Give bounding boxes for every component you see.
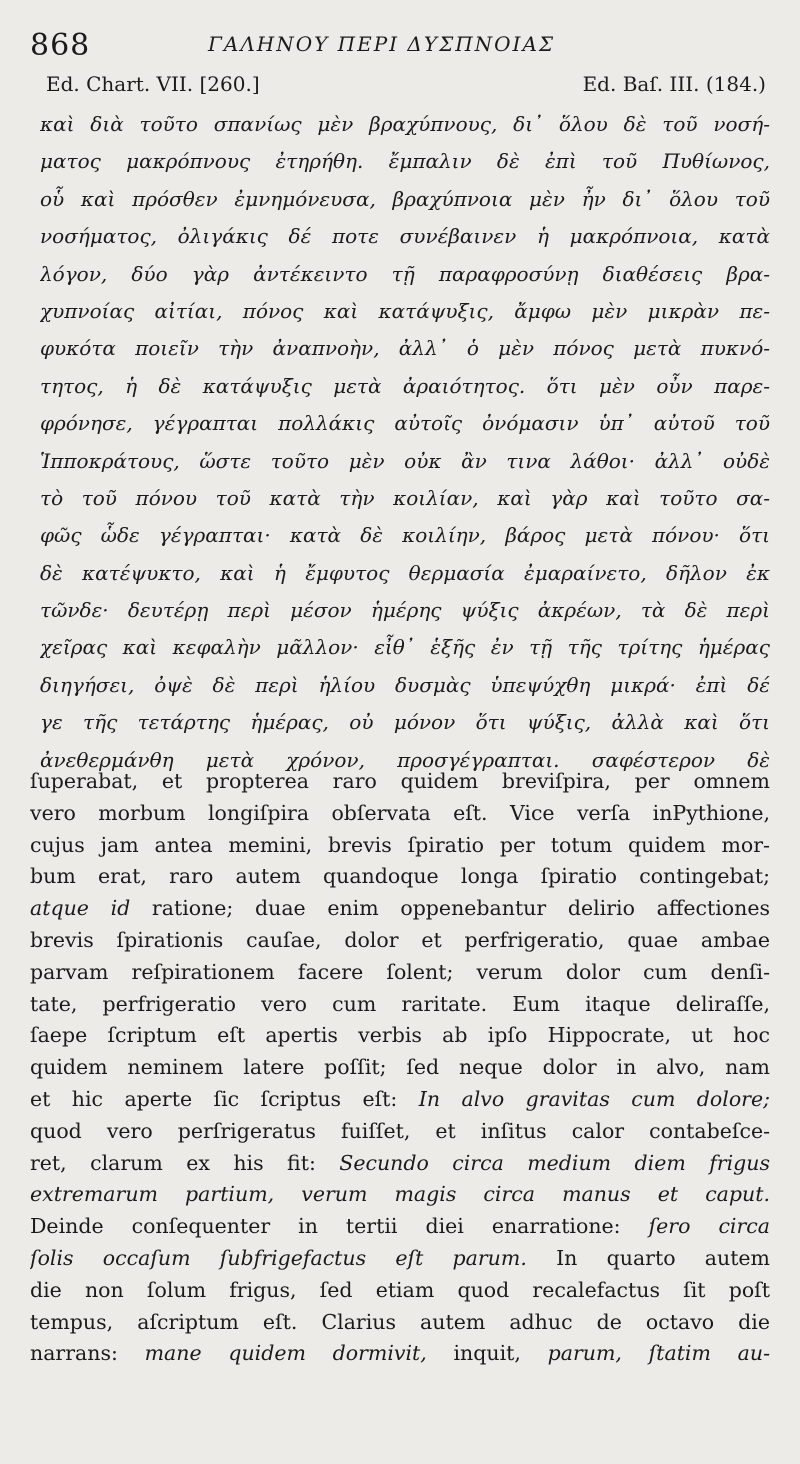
text-segment: quod vero perſrigeratus fuiſſet, et inſitus calor contabeſce- — [30, 1118, 770, 1143]
greek-text-line: δὲ κατέψυκτο, καὶ ἡ ἔμφυτος θερμασία ἐμαραίνετο, δῆλον ἐκ — [40, 560, 770, 585]
latin-text-line — [30, 1052, 770, 1084]
text-segment: tempus, aſcriptum eſt. Clarius autem adhuc de octavo die — [30, 1309, 770, 1334]
text-segment: die non ſolum frigus, ſed etiam quod recalefactus ſit poſt — [30, 1277, 770, 1302]
latin-text-line — [30, 861, 770, 893]
italic-quotation: mane quidem dormivit, — [144, 1341, 427, 1366]
greek-text-block — [40, 106, 770, 779]
text-segment: cujus jam antea memini, brevis ſpiratio per totum quidem mor- — [30, 832, 770, 857]
greek-text-line: τὸ τοῦ πόνου τοῦ κατὰ τὴν κοιλίαν, καὶ γὰρ καὶ τοῦτο σα- — [40, 485, 770, 510]
latin-text-line — [30, 1211, 770, 1243]
latin-text-line — [30, 893, 770, 925]
greek-text-line: ματος μακρόπνους ἐτηρήθη. ἔμπαλιν δὲ ἐπὶ τοῦ Πυθίωνος, — [40, 149, 770, 174]
latin-text-line — [30, 925, 770, 957]
text-segment: parvam reſpirationem facere ſolent; verum dolor cum denſi- — [30, 959, 770, 984]
latin-text-line — [30, 1020, 770, 1052]
text-segment: tate, perfrigeratio vero cum raritate. Eum itaque deliraſſe, — [30, 991, 770, 1016]
text-segment: narrans: — [30, 1341, 145, 1366]
italic-quotation: Secundo circa medium diem frigus — [339, 1150, 770, 1175]
greek-text-line: φυκότα ποιεῖν τὴν ἀναπνοὴν, ἀλλ᾽ ὁ μὲν πόνος μετὰ πυκνό- — [40, 336, 770, 361]
italic-quotation: In alvo gravitas cum dolore; — [418, 1086, 770, 1111]
latin-text-line — [30, 989, 770, 1021]
italic-quotation: ſolis occaſum ſubfrigefactus eſt parum. — [30, 1245, 527, 1270]
text-segment: vero morbum longiſpira obſervata eſt. Vice verſa inPythione, — [30, 800, 770, 825]
text-segment: ſuperabat, et propterea raro quidem breviſpira, per omnem — [30, 769, 770, 793]
latin-text-line — [30, 798, 770, 830]
page-number: 868 — [30, 28, 91, 63]
italic-quotation: ſero circa — [648, 1214, 770, 1239]
latin-text-block — [30, 766, 770, 1370]
greek-text-line: ἀνεθερμάνθη μετὰ χρόνον, προσγέγραπται. σαφέστερον δὲ — [40, 747, 770, 772]
latin-text-line — [30, 1275, 770, 1307]
text-segment: quidem neminem latere poſſit; ſed neque dolor in alvo, nam — [30, 1055, 770, 1080]
text-segment: ret, clarum ex his fit: — [30, 1150, 340, 1175]
greek-text-line: νοσήματος, ὀλιγάκις δέ ποτε συνέβαινεν ἡ μακρόπνοια, κατὰ — [40, 224, 770, 249]
text-segment: ratione; duae enim oppenebantur delirio affectiones — [130, 896, 770, 921]
greek-text-line: Ἱπποκράτους, ὥστε τοῦτο μὲν οὐκ ἂν τινα λάθοι· ἀλλ᾽ οὐδὲ — [40, 448, 770, 473]
edition-reference-right: Ed. Baſ. III. (184.) — [582, 72, 766, 96]
italic-quotation: atque id — [30, 896, 131, 921]
text-segment: Deinde conſequenter in tertii diei enarratione: — [30, 1214, 649, 1239]
edition-reference-left: Ed. Chart. VII. [260.] — [46, 72, 260, 96]
latin-text-line — [30, 1338, 770, 1370]
latin-text-line — [30, 957, 770, 989]
latin-text-line — [30, 1148, 770, 1180]
text-segment: bum erat, raro autem quandoque longa ſpiratio contingebat; — [30, 864, 770, 889]
running-title: ΓΑΛΗΝΟΥ ΠΕΡΙ ΔΥΣΠΝΟΙΑΣ — [208, 32, 556, 56]
latin-text-line — [30, 1179, 770, 1211]
latin-text-line — [30, 1243, 770, 1275]
greek-text-line: καὶ διὰ τοῦτο σπανίως μὲν βραχύπνους, δι᾽ ὅλου δὲ τοῦ νοσή- — [40, 112, 770, 136]
running-head — [0, 22, 800, 66]
italic-quotation: extremarum partium, verum magis circa manus et caput. — [30, 1182, 770, 1207]
latin-text-line — [30, 766, 770, 798]
greek-text-line: τητος, ἡ δὲ κατάψυξις μετὰ ἀραιότητος. ὅτι μὲν οὖν παρε- — [40, 373, 770, 398]
greek-text-line: τῶνδε· δευτέρῃ περὶ μέσον ἡμέρης ψύξις ἀκρέων, τὰ δὲ περὶ — [40, 598, 770, 623]
greek-text-line: χεῖρας καὶ κεφαλὴν μᾶλλον· εἶθ᾽ ἑξῆς ἐν τῇ τῆς τρίτης ἡμέρας — [40, 635, 770, 660]
latin-text-line — [30, 1116, 770, 1148]
text-segment: brevis ſpirationis cauſae, dolor et perfrigeratio, quae ambae — [30, 927, 770, 952]
greek-text-line: οὗ καὶ πρόσθεν ἐμνημόνευσα, βραχύπνοια μὲν ἦν δι᾽ ὅλου τοῦ — [40, 186, 770, 211]
text-segment: inquit, — [426, 1341, 548, 1366]
greek-text-line: φρόνησε, γέγραπται πολλάκις αὐτοῖς ὀνόμασιν ὑπ᾽ αὐτοῦ τοῦ — [40, 411, 770, 436]
greek-text-line: διηγήσει, ὀψὲ δὲ περὶ ἡλίου δυσμὰς ὑπεψύχθη μικρά· ἐπὶ δέ — [40, 672, 770, 697]
latin-text-line — [30, 830, 770, 862]
text-segment: In quarto autem — [526, 1245, 770, 1270]
text-segment: ſaepe ſcriptum eſt apertis verbis ab ipſo Hippocrate, ut hoc — [30, 1023, 770, 1048]
greek-text-line: χυπνοίας αἰτίαι, πόνος καὶ κατάψυξις, ἄμφω μὲν μικρὰν πε- — [40, 298, 770, 323]
greek-text-line: λόγον, δύο γὰρ ἀντέκειντο τῇ παραφροσύνῃ διαθέσεις βρα- — [40, 261, 770, 286]
latin-text-line — [30, 1307, 770, 1339]
greek-text-line: γε τῆς τετάρτης ἡμέρας, οὐ μόνον ὅτι ψύξις, ἀλλὰ καὶ ὅτι — [40, 710, 770, 735]
greek-text-line: φῶς ὧδε γέγραπται· κατὰ δὲ κοιλίην, βάρος μετὰ πόνου· ὅτι — [40, 523, 770, 548]
italic-quotation: parum, ſtatim au- — [547, 1341, 770, 1366]
edition-line — [0, 72, 800, 102]
latin-text-line — [30, 1084, 770, 1116]
text-segment: et hic aperte ſic ſcriptus eſt: — [30, 1086, 419, 1111]
